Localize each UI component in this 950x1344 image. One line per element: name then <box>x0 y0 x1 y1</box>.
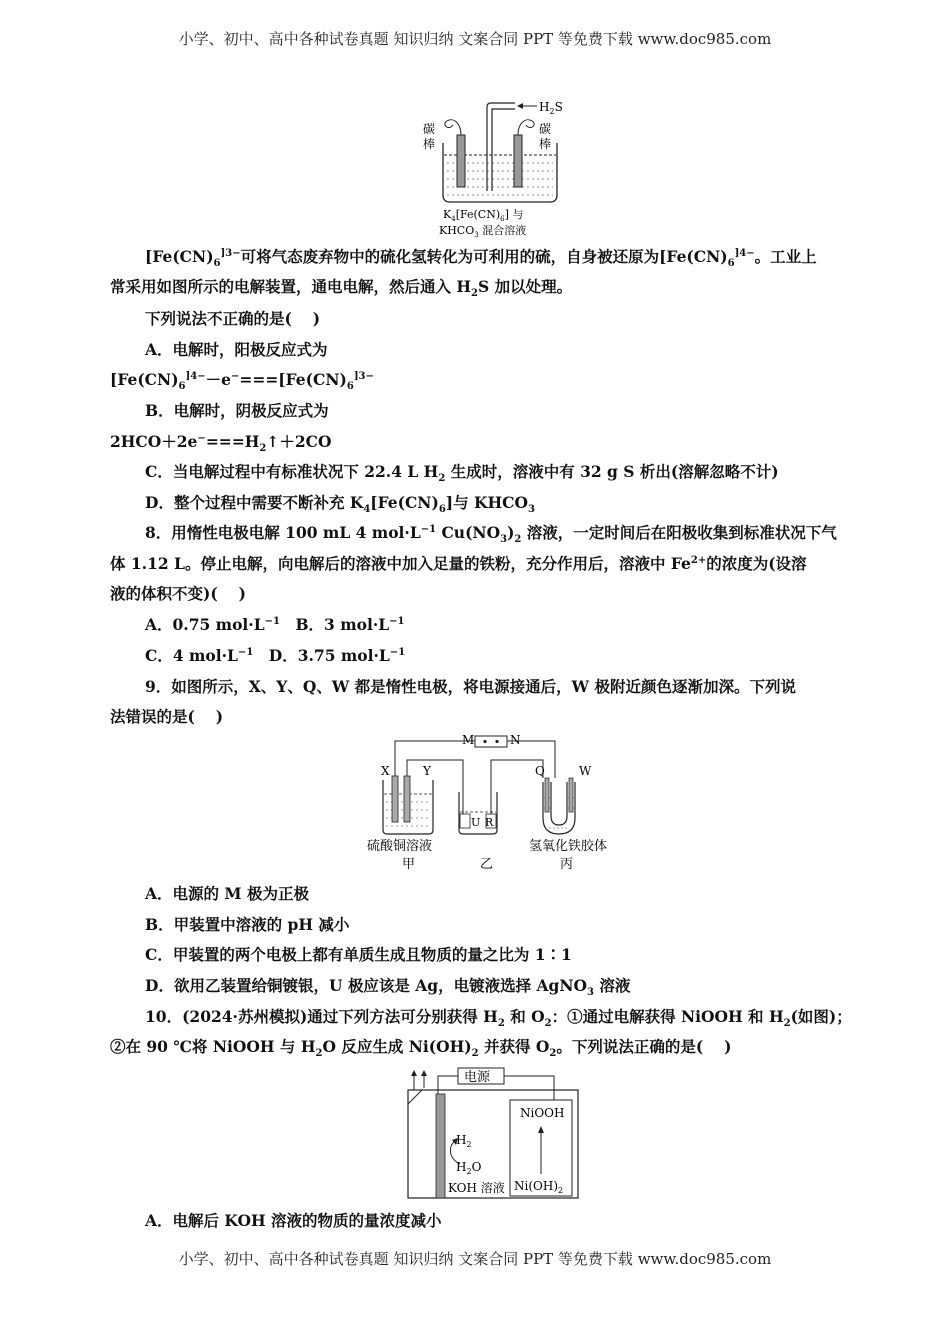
fig1-caption-line2: $KHCO_3$ 混合溶液 <box>439 224 527 239</box>
svg-text:H2S: $H_2S$ <box>539 100 563 116</box>
q7-paragraph-line1: [$Fe(CN)_6^{]3-}$可将气态废弃物中的硫化氢转化为可利用的硫，自身被还原为[$Fe(CN)_6^{]4-}$。工业上 <box>145 247 817 270</box>
electrode-r-label: R <box>485 816 494 829</box>
niooh-electrolysis-figure <box>400 1064 585 1204</box>
terminal-m-label: M <box>462 733 475 747</box>
q8-line2: 体 1.12 L。停止电解，向电解后的溶液中加入足量的铁粉，充分作用后，溶液中 $Fe^{2+}$的浓度为(设溶 <box>110 554 807 573</box>
q9-option-a: A．电源的 M 极为正极 <box>145 884 309 903</box>
q9-option-d: D．欲用乙装置给铜镀银，U 极应该是 Ag，电镀液选择 AgNO$_3$ 溶液 <box>145 976 631 999</box>
q9-line2: 法错误的是( ) <box>110 707 224 726</box>
q7-option-b-equation: $2HCO+2e^-===H_2↑+2CO$ <box>110 432 332 455</box>
power-supply-label: 电源 <box>464 1070 491 1085</box>
niooh-label: NiOOH <box>520 1106 565 1120</box>
terminal-n-label: N <box>510 733 521 747</box>
right-electrode-label-1: 碳 <box>539 122 552 136</box>
q8-options-ab: A．0.75 $mol\cdot L^{-1}$ B．3 $mol\cdot L^{-1}$ <box>145 615 405 634</box>
q8-line3: 液的体积不变)( ) <box>110 584 246 603</box>
electrode-y-label: Y <box>423 764 431 778</box>
series-cells-figure <box>365 728 625 876</box>
jia-solution-label: 硫酸铜溶液 <box>367 839 433 854</box>
q7-paragraph-line2: 常采用如图所示的电解装置，通电电解，然后通入 $H_2S$ 加以处理。 <box>110 277 573 300</box>
q10-option-a: A．电解后 KOH 溶液的物质的量浓度减小 <box>145 1211 442 1230</box>
q9-option-c: C．甲装置的两个电极上都有单质生成且物质的量之比为 1∶1 <box>145 945 572 964</box>
page-header: 小学、初中、高中各种试卷真题 知识归纳 文案合同 PPT 等免费下载 www.doc985.com <box>178 30 772 48</box>
electrode-q-label: Q <box>535 764 545 778</box>
q7-option-d: D．整个过程中需要不断补充 $K_4[Fe(CN)_6]$与 $KHCO_3$ <box>145 493 535 516</box>
q9-option-b: B．甲装置中溶液的 pH 减小 <box>145 915 350 934</box>
koh-solution-label: KOH 溶液 <box>448 1181 505 1195</box>
electrode-x-label: X <box>381 764 390 778</box>
q8-line1: 8．用惰性电极电解 100 mL 4 $mol\cdot L^{-1}$ $Cu(NO_3)_2$ 溶液，一定时间后在阳极收集到标准状况下气 <box>145 523 837 546</box>
nioh2-label: $Ni(OH)_2$ <box>514 1179 564 1195</box>
page-footer: 小学、初中、高中各种试卷真题 知识归纳 文案合同 PPT 等免费下载 www.doc985.com <box>178 1250 772 1268</box>
q7-option-a: A．电解时，阳极反应式为 <box>145 340 328 359</box>
electrode-w-label: W <box>579 764 592 778</box>
right-electrode-label-2: 棒 <box>539 137 552 151</box>
bing-label: 丙 <box>560 857 574 872</box>
electrode-u-label: U <box>471 816 481 829</box>
q7-option-c: C．当电解过程中有标准状况下 22.4 L $H_2$ 生成时，溶液中有 32 g S 析出(溶解忽略不计) <box>145 462 779 485</box>
left-electrode-label-2: 棒 <box>423 137 436 151</box>
left-electrode-label-1: 碳 <box>423 122 436 136</box>
q10-line1: 10．(2024·苏州模拟)通过下列方法可分别获得 $H_2$ 和 $O_2$：①通过电解获得 NiOOH 和 $H_2$(如图)； <box>145 1007 852 1030</box>
h2o-label: $H_2O$ <box>456 1160 482 1176</box>
fig1-gas: H <box>539 100 550 114</box>
q7-option-b: B．电解时，阴极反应式为 <box>145 401 329 420</box>
jia-label: 甲 <box>402 857 416 872</box>
q8-options-cd: C．4 $mol\cdot L^{-1}$ D．3.75 $mol\cdot L^{-1}$ <box>145 646 406 665</box>
q9-line1: 9．如图所示，X、Y、Q、W 都是惰性电极，将电源接通后，W 极附近颜色逐渐加深。下列说 <box>145 677 796 696</box>
electrolysis-cell-figure <box>415 95 585 240</box>
fig1-caption-line1: $K_4[Fe(CN)_6]$ 与 <box>443 208 524 223</box>
q7-stem: 下列说法不正确的是( ) <box>145 309 321 328</box>
q10-line2: ②在 90 ℃将 NiOOH 与 $H_2O$ 反应生成 $Ni(OH)_2$ 并获得 $O_2$。下列说法正确的是( ) <box>110 1037 732 1060</box>
h2-label: $H_2$ <box>456 1133 472 1149</box>
bing-solution-label: 氢氧化铁胶体 <box>529 839 608 854</box>
yi-label: 乙 <box>480 857 494 872</box>
q7-option-a-equation: [$Fe(CN)_6^{]4-}-e^-===[Fe(CN)_6^{]3-}$ <box>110 370 374 393</box>
